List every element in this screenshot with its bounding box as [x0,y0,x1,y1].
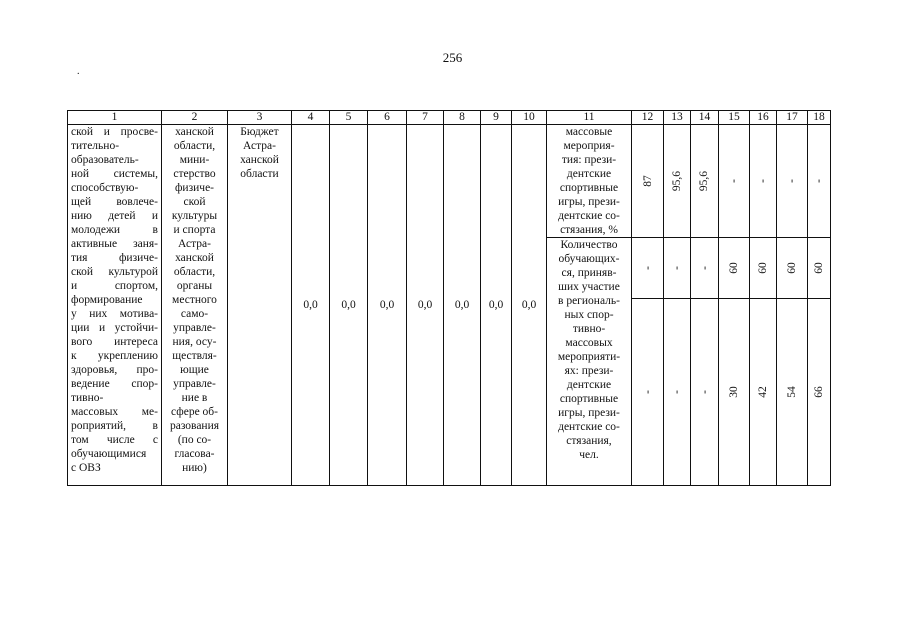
executor-text-line: ющие [180,364,209,376]
executor-text-line: разования [169,420,220,432]
indicator-2-value [777,238,808,299]
measure-text-line: щей вовлече- [71,196,158,208]
executor-text-line: местного [172,294,217,306]
measure-text-line: массовых ме- [71,406,158,418]
funding-value: 0,0 [481,125,512,486]
executor-text-line: и спорта [173,224,216,236]
indicator-text-line: тивно- [572,323,606,335]
indicator-text-line: Количество [560,239,618,251]
indicator-text-line: спортивные [559,393,619,405]
indicator-text-line: в региональ- [558,295,620,307]
measure-text-line: активные заня- [71,238,158,250]
value-text: 60 [728,262,740,274]
measure-text-line: с ОВЗ [71,462,101,474]
indicator-2-value [632,299,664,486]
executor-text-line: управле- [173,322,216,334]
measure-text-line: вого интереса [71,336,158,348]
funding-source-lines [228,125,291,181]
col-header: 16 [750,111,777,125]
indicator-2-lines-b [549,294,629,462]
value-text: - [641,390,654,394]
indicator-text-line: стязания, [566,435,612,447]
executor-text-line: гласова- [174,448,215,460]
value-text: - [698,266,711,270]
executor-text-line: области, [173,266,216,278]
indicator-text-line: ших участие [558,281,620,293]
measure-text-line: к укреплению [71,350,158,362]
measure-description [68,125,162,486]
indicator-text-line: ных спор- [564,309,614,321]
indicator-2-value [691,238,719,299]
executor-text-line: Астра- [178,238,211,250]
value-text: 60 [786,262,798,274]
funding-source-text-line: Астра- [243,140,276,152]
indicator-text-line: спортивные [559,182,619,194]
indicator-text-line: стязания, % [560,224,618,236]
indicator-text-line: ях: прези- [564,365,614,377]
measure-text-line: у них мотива- [71,308,158,320]
col-header: 10 [512,111,547,125]
indicator-2-value [777,299,808,486]
executor-text-line: ния, осу- [172,336,217,348]
indicator-2-value [808,238,831,299]
measure-text-line: ции и устойчи- [71,322,158,334]
executor-text-line: само- [180,308,209,320]
col-header: 3 [228,111,292,125]
indicator-2-name [547,238,632,486]
funding-value: 0,0 [444,125,481,486]
col-header: 2 [162,111,228,125]
indicator-text-line: массовых [565,337,613,349]
funding-source-text-line: Бюджет [240,126,279,138]
executor-text-line: (по со- [177,434,212,446]
indicator-text-line: чел. [579,449,599,461]
funding-value: 0,0 [407,125,444,486]
col-header: 14 [691,111,719,125]
measure-text-line: образователь- [71,154,139,166]
value-text: - [698,390,711,394]
executor-text-line: органы [176,280,213,292]
executor-text-line: ханской [175,252,214,264]
funding-value: 0,0 [330,125,368,486]
measure-text-line: формирование [71,294,143,306]
col-header: 13 [664,111,691,125]
value-text: 54 [786,386,798,398]
indicator-2-value [750,238,777,299]
value-text: - [671,266,683,270]
funding-value: 0,0 [368,125,407,486]
indicator-2-lines-a [549,238,629,294]
value-text: 95,6 [698,170,711,192]
indicator-row-1 [68,125,831,238]
measure-text-line: и спортом, [71,280,158,292]
value-text: - [786,179,798,183]
measure-text-line: здоровья, про- [71,364,158,376]
col-header: 1 [68,111,162,125]
value-text: - [671,390,683,394]
value-text: - [728,179,740,183]
executor-text-line: ской [183,196,206,208]
program-table [67,110,831,486]
value-text: 66 [813,386,825,398]
executor-cell [162,125,228,486]
col-header: 9 [481,111,512,125]
col-header: 18 [808,111,831,125]
indicator-2-value [719,299,750,486]
indicator-2-value [664,299,691,486]
executor-text-line: физиче- [174,182,215,194]
indicator-1-value [777,125,808,238]
measure-text-line: нию детей и [71,210,158,222]
indicator-1-value [750,125,777,238]
indicator-1-value [691,125,719,238]
indicator-text-line: дентские [566,379,612,391]
executor-text-line: ществля- [172,350,217,362]
funding-value: 0,0 [512,125,547,486]
col-header: 8 [444,111,481,125]
indicator-2-value [808,299,831,486]
executor-text-line: ние в [181,392,208,404]
executor-text-line: нию) [182,462,207,474]
measure-text-line: том числе с [71,434,158,446]
col-header: 6 [368,111,407,125]
executor-lines [164,125,225,475]
column-number-row [68,111,831,125]
indicator-text-line: игры, прези- [558,196,620,208]
indicator-text-line: ся, приняв- [561,267,617,279]
measure-text-line: ной системы, [71,168,158,180]
value-text: - [813,179,825,183]
indicator-text-line: мероприя- [563,140,615,152]
value-text: 60 [813,262,825,274]
measure-text-line: способствую- [71,182,139,194]
executor-text-line: сфере об- [171,406,218,418]
indicator-2-value [691,299,719,486]
measure-text-line: тивно- [71,392,104,404]
value-text: 95,6 [671,170,683,192]
indicator-text-line: мероприяти- [557,351,621,363]
col-header: 4 [292,111,330,125]
measure-text-line: ведение спор- [71,378,158,390]
indicator-text-line: игры, прези- [558,407,620,419]
measure-description-lines [71,125,158,475]
indicator-text-line: тия: прези- [561,154,617,166]
measure-text-line: обучающимися [71,448,147,460]
col-header: 15 [719,111,750,125]
measure-text-line: тия физиче- [71,252,158,264]
executor-text-line: мини- [179,154,210,166]
value-text: 42 [757,386,769,398]
indicator-text-line: дентские со- [558,421,620,433]
funding-source-text-line: ханской [240,154,279,166]
col-header: 11 [547,111,632,125]
page-number: 256 [442,50,463,65]
indicator-2-value [719,238,750,299]
measure-text-line: молодежи в [71,224,158,236]
col-header: 17 [777,111,808,125]
indicator-1-value [632,125,664,238]
indicator-1-name [547,125,632,238]
executor-text-line: управле- [173,378,216,390]
executor-text-line: стерство [173,168,216,180]
indicator-1-lines [549,125,629,237]
indicator-1-value [719,125,750,238]
executor-text-line: области, [173,140,216,152]
indicator-text-line: массовые [565,126,613,138]
executor-text-line: ханской [175,126,214,138]
indicator-text-line: дентские [566,168,612,180]
measure-text-line: роприятий, в [71,420,158,432]
value-text: - [641,266,654,270]
indicator-text-line: обучающих- [558,253,620,265]
value-text: 60 [757,262,769,274]
value-text: - [757,179,769,183]
indicator-text-line: дентские со- [558,210,620,222]
measure-text-line: ской и просве- [71,126,158,138]
funding-value: 0,0 [292,125,330,486]
col-header: 12 [632,111,664,125]
executor-text-line: культуры [171,210,218,222]
indicator-2-value [664,238,691,299]
indicator-2-value [632,238,664,299]
col-header: 5 [330,111,368,125]
col-header: 7 [407,111,444,125]
measure-text-line: ской культурой [71,266,158,278]
indicator-2-value [750,299,777,486]
stray-mark: . [77,66,80,77]
value-text: 87 [641,175,654,187]
indicator-1-value [664,125,691,238]
funding-source-text-line: области [240,168,279,180]
funding-source-cell [228,125,292,486]
measure-text-line: тительно- [71,140,120,152]
value-text: 30 [728,386,740,398]
indicator-1-value [808,125,831,238]
